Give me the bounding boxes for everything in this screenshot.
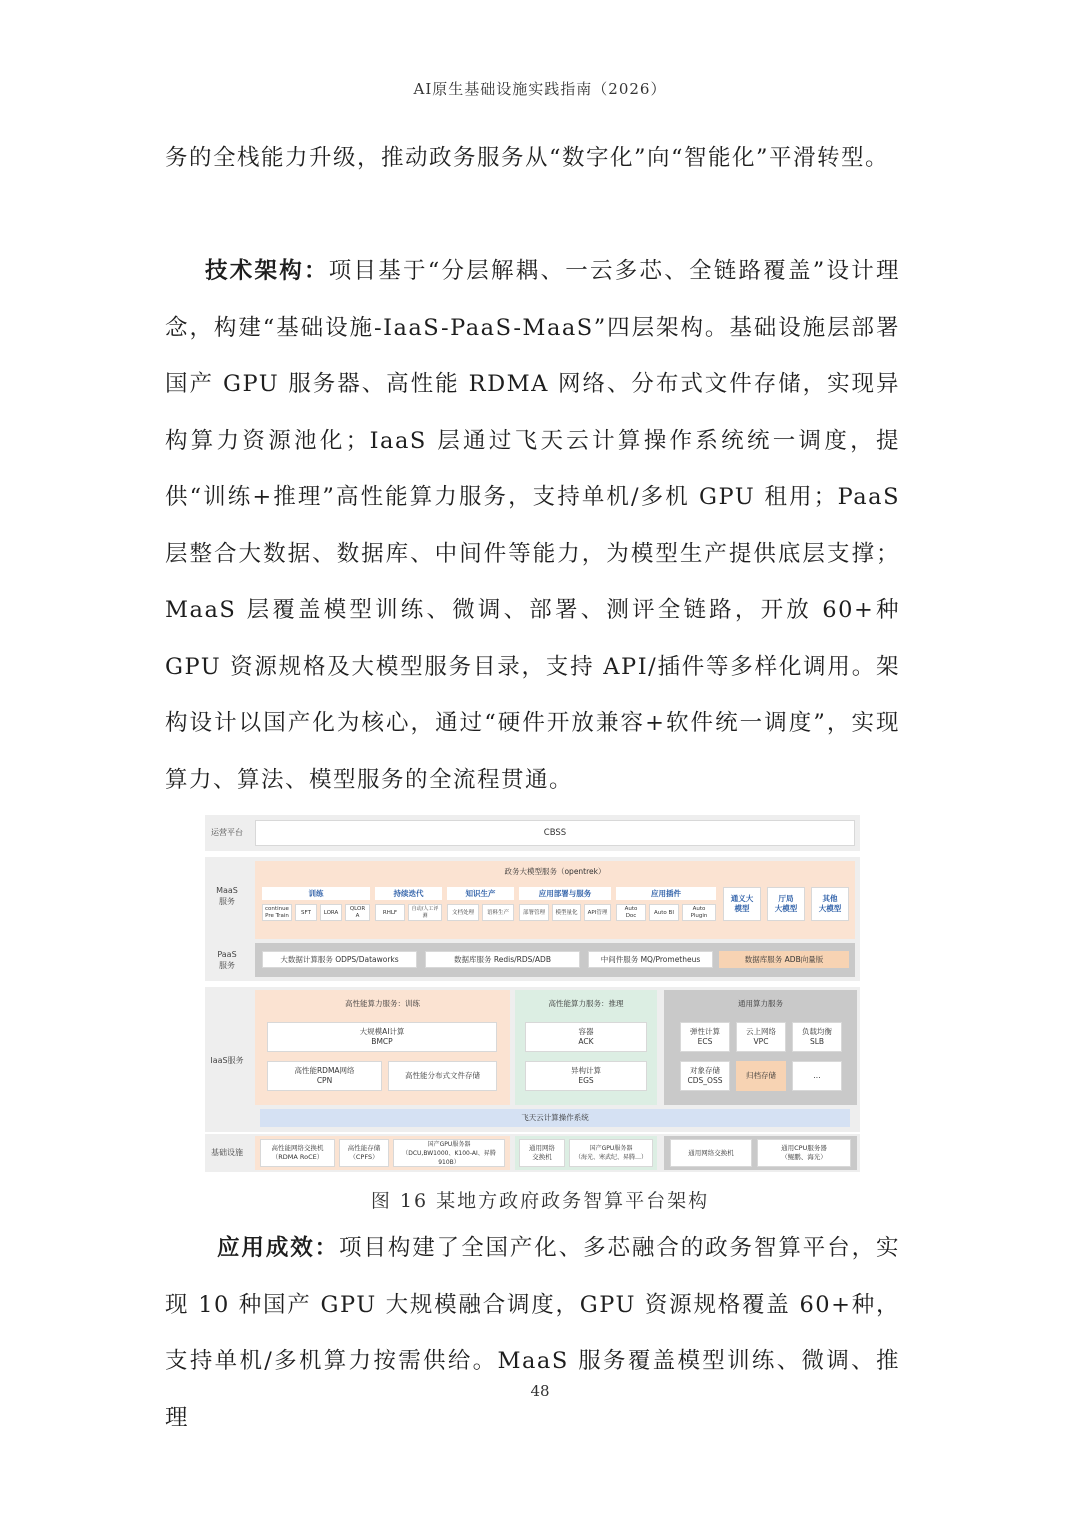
- maas-row: [205, 857, 860, 945]
- ops-row: [205, 815, 860, 851]
- infra-item: 国产GPU服务器 （海光、寒武纪、昇腾…）: [569, 1139, 653, 1167]
- maas-item: LORA: [320, 904, 342, 921]
- maas-group-deploy: 应用部署与服务: [519, 887, 611, 900]
- infra-item: 通用网络 交换机: [519, 1139, 565, 1167]
- paas-item: 数据库服务 Redis/RDS/ADB: [425, 951, 580, 968]
- infra-item: 通用CPU服务器 （鲲鹏、海光）: [757, 1139, 851, 1167]
- maas-item: Auto Plugin: [682, 904, 716, 921]
- maas-item: API管理: [584, 904, 611, 921]
- iaas-general-item-archive: 归档存储: [736, 1061, 786, 1091]
- paragraph-architecture: [165, 243, 900, 808]
- paas-item-vector: 数据库服务 ADB向量版: [719, 951, 849, 968]
- results-lead: 应用成效：: [217, 1235, 340, 1261]
- page-number: 48: [530, 1382, 550, 1400]
- maas-side-dept: 厅局 大模型: [767, 887, 805, 921]
- maas-item: 自动/人工评 测: [408, 904, 442, 921]
- iaas-general-item: 云上网络 VPC: [736, 1022, 786, 1052]
- row-label-paas: PaaS 服务: [217, 950, 237, 970]
- maas-panel: [255, 861, 855, 941]
- architecture-lead: 技术架构：: [205, 258, 329, 284]
- iaas-train-item: 高性能分布式文件存储: [388, 1061, 497, 1091]
- row-label-ops: 运营平台: [211, 828, 243, 837]
- maas-item: Auto Doc: [616, 904, 646, 921]
- paas-item: 中间件服务 MQ/Prometheus: [588, 951, 713, 968]
- maas-item: continue Pre Train: [262, 904, 292, 921]
- iaas-general-item: 负载均衡 SLB: [792, 1022, 842, 1052]
- maas-item: 部署管理: [519, 904, 549, 921]
- maas-side-tongyi: 通义大 模型: [723, 887, 761, 921]
- iaas-infer-item: 异构计算 EGS: [525, 1061, 647, 1091]
- iaas-row: [205, 987, 860, 1132]
- results-body: 项目构建了全国产化、多芯融合的政务智算平台，实现 10 种国产 GPU 大规模融合调度，GPU 资源规格覆盖 60+种，支持单机/多机算力按需供给。MaaS 服务覆盖模型训练、微调、推理: [165, 1235, 900, 1431]
- maas-item: 模型量化: [552, 904, 581, 921]
- page-header: AI原生基础设施实践指南（2026）: [413, 80, 667, 98]
- infra-row: [205, 1134, 860, 1172]
- maas-item: Auto BI: [649, 904, 679, 921]
- paas-row: [205, 939, 860, 981]
- cbss-box: CBSS: [255, 820, 855, 846]
- maas-title: 政务大模型服务（opentrek）: [504, 867, 606, 876]
- iaas-general-item: 对象存储 CDS_OSS: [680, 1061, 730, 1091]
- maas-item: 语料生产: [482, 904, 514, 921]
- os-bar: 飞天云计算操作系统: [260, 1109, 850, 1127]
- iaas-general-item: 弹性计算 ECS: [680, 1022, 730, 1052]
- maas-item: SFT: [295, 904, 317, 921]
- infra-item: 通用网络交换机: [670, 1139, 752, 1167]
- iaas-infer-title: 高性能算力服务：推理: [548, 999, 624, 1008]
- architecture-body: 项目基于“分层解耦、一云多芯、全链路覆盖”设计理念，构建“基础设施-IaaS-PaaS-MaaS”四层架构。基础设施层部署国产 GPU 服务器、高性能 RDMA 网络、分布式文件存储，实现异构算力资源池化；IaaS 层通过飞天云计算操作系统统一调度，提供“训练+推理”高性能算力服务，支持单机/多机 GPU 租用；PaaS 层整合大数据、数据库、中间件等能力，为模型生产提供底层支撑；MaaS 层覆盖模型训练、微调、部署、测评全链路，开放 60+种 GPU 资源规格及大模型服务目录，支持 API/插件等多样化调用。架构设计以国产化为核心，通过“硬件开放兼容+软件统一调度”，实现算力、算法、模型服务的全流程贯通。: [165, 258, 900, 793]
- iaas-train-item: 大规模AI计算 BMCP: [267, 1022, 497, 1052]
- row-label-infra: 基础设施: [211, 1148, 243, 1157]
- figure-caption: 图 16 某地方政府政务智算平台架构: [370, 1190, 710, 1212]
- row-label-iaas: IaaS服务: [210, 1056, 244, 1065]
- iaas-train-title: 高性能算力服务：训练: [345, 999, 420, 1008]
- maas-group-iterate: 持续迭代: [375, 887, 442, 900]
- paragraph-results: [165, 1220, 900, 1446]
- maas-side-other: 其他 大模型: [811, 887, 849, 921]
- maas-item: 文档处理: [447, 904, 479, 921]
- iaas-infer-item: 容器 ACK: [525, 1022, 647, 1052]
- architecture-figure: [205, 815, 860, 1175]
- maas-item: QLOR A: [345, 904, 370, 921]
- row-label-maas: MaaS 服务: [216, 886, 238, 906]
- maas-group-train: 训练: [262, 887, 370, 900]
- iaas-general-item-more: ...: [792, 1061, 842, 1091]
- maas-group-plugin: 应用插件: [616, 887, 716, 900]
- maas-item: RHLF: [375, 904, 405, 921]
- paas-item: 大数据计算服务 ODPS/Dataworks: [262, 951, 417, 968]
- iaas-train-item: 高性能RDMA网络 CPN: [267, 1061, 382, 1091]
- infra-item: 高性能网络交换机 （RDMA RoCE）: [260, 1139, 335, 1167]
- iaas-general-title: 通用算力服务: [738, 999, 783, 1008]
- maas-group-knowledge: 知识生产: [447, 887, 514, 900]
- paragraph-intro: 务的全栈能力升级，推动政务服务从“数字化”向“智能化”平滑转型。: [165, 145, 890, 171]
- infra-item: 高性能存储 （CPFS）: [339, 1139, 389, 1167]
- infra-item: 国产GPU服务器 （DCU,BW1000、K100-AI、昇腾910B）: [393, 1139, 505, 1167]
